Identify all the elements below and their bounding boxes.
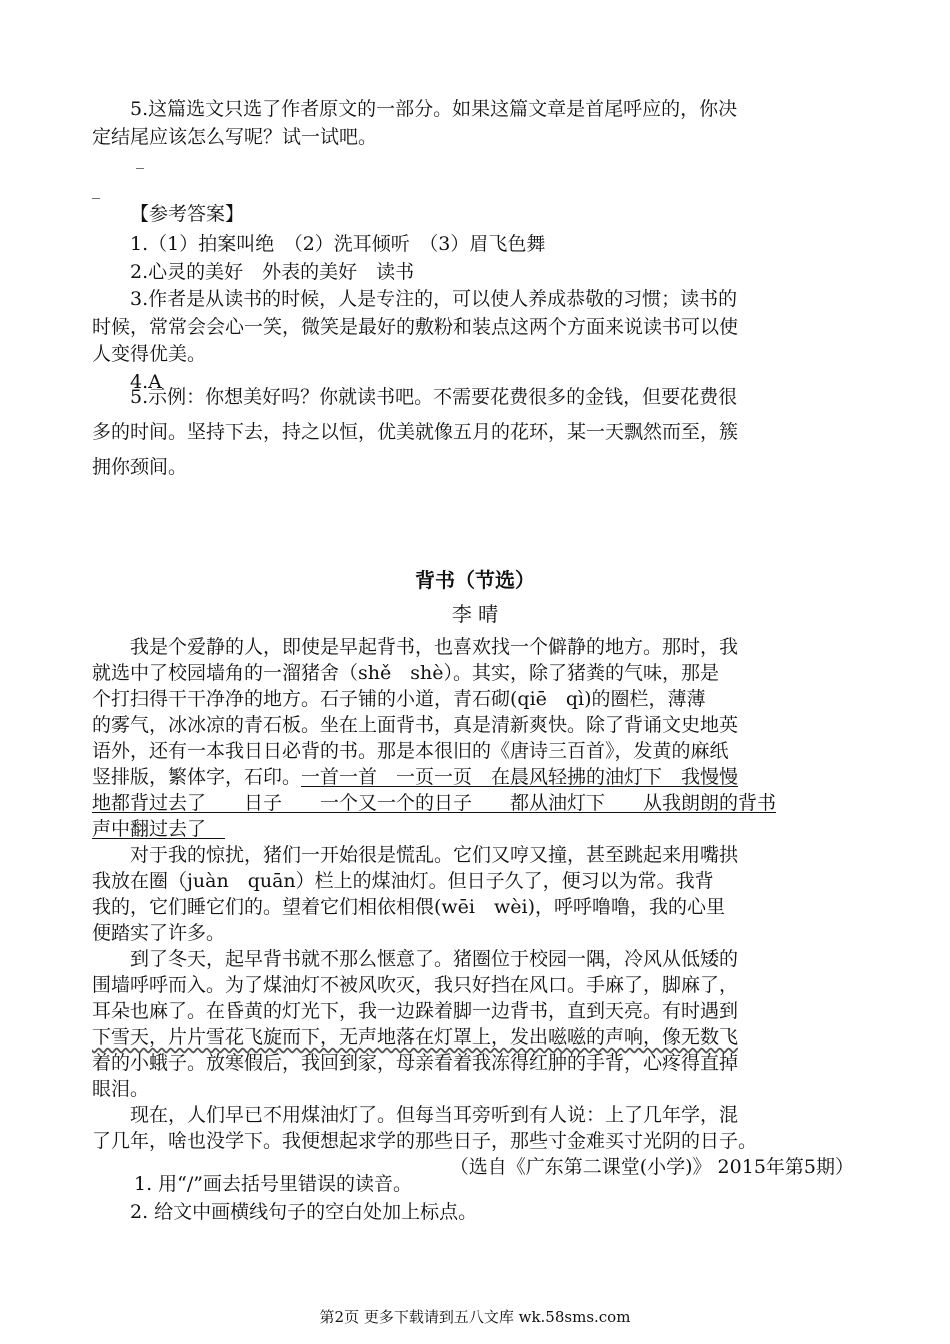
article-paragraph-3 bbox=[92, 946, 862, 1102]
article-source: （选自《广东第二课堂(小学)》 2015年第5期） bbox=[449, 1156, 854, 1178]
answer-5 bbox=[92, 380, 862, 485]
p3-line-2: 围墙呼呼而入。为了煤油灯不被风吹灭，我只好挡在风口。手麻了，脚麻了， bbox=[92, 974, 739, 996]
p1-line-1: 我是个爱静的人，即使是早起背书，也喜欢找一个僻静的地方。那时，我 bbox=[130, 636, 739, 658]
question-2: 2. 给文中画横线句子的空白处加上标点。 bbox=[130, 1201, 478, 1223]
underlined-sentence-part-1: 一首一首 一页一页 在晨风轻拂的油灯下 我慢慢 bbox=[301, 766, 739, 788]
p1-line-5: 语外，还有一本我日日必背的书。那是本很旧的《唐诗三百首》，发黄的麻纸 bbox=[92, 740, 729, 762]
p2-line-2: 我放在圈（juàn quān）栏上的煤油灯。但日子久了，便习以为常。我背 bbox=[92, 870, 714, 892]
answer-5-line-3: 拥你颈间。 bbox=[92, 456, 188, 478]
p3-line-6: 眼泪。 bbox=[92, 1078, 150, 1100]
p3-line-3: 耳朵也麻了。在昏黄的灯光下，我一边跺着脚一边背书，直到天亮。有时遇到 bbox=[92, 1000, 739, 1022]
page-footer: 第2页 更多下载请到五八文库 wk.58sms.com bbox=[319, 1308, 631, 1326]
question-5-line-1: 5.这篇选文只选了作者原文的一部分。如果这篇文章是首尾呼应的，你决 bbox=[130, 98, 738, 120]
p4-line-2: 了几年，啥也没学下。我便想起求学的那些日子，那些寸金难买寸光阴的日子。 bbox=[92, 1130, 758, 1152]
p2-line-1: 对于我的惊扰，猪们一开始很是慌乱。它们又哼又撞，甚至跳起来用嘴拱 bbox=[130, 844, 739, 866]
article-author: 李 晴 bbox=[451, 602, 499, 626]
p1-line-6 bbox=[92, 764, 862, 790]
question-5 bbox=[92, 96, 862, 151]
p3-line-5: 着的小蛾子。放寒假后，我回到家，母亲看着我冻得红肿的手背，心疼得直掉 bbox=[92, 1052, 739, 1074]
p1-line-3: 个打扫得干干净净的地方。石子铺的小道，青石砌(qiē qì)的圈栏，薄薄 bbox=[92, 688, 706, 710]
answer-blank-1: _ bbox=[136, 150, 144, 169]
p3-line-1: 到了冬天，起早背书就不那么惬意了。猪圈位于校园一隅，冷风从低矮的 bbox=[130, 948, 739, 970]
answer-5-line-1: 5.示例：你想美好吗？你就读书吧。不需要花费很多的金钱，但要花费很 bbox=[130, 386, 738, 408]
p2-line-4: 便踏实了许多。 bbox=[92, 922, 226, 944]
answer-5-line-2: 多的时间。坚持下去，持之以恒，优美就像五月的花环，某一天飘然而至，簇 bbox=[92, 421, 739, 443]
answer-3-line-2: 时候，常常会会心一笑，微笑是最好的敷粉和装点这两个方面来说读书可以使 bbox=[92, 315, 739, 338]
p2-line-3: 我的，它们睡它们的。望着它们相依相偎(wēi wèi)，呼呼噜噜，我的心里 bbox=[92, 896, 725, 918]
answer-2: 2.心灵的美好 外表的美好 读书 bbox=[130, 260, 415, 283]
p1-line-4: 的雾气，冰冰凉的青石板。坐在上面背书，真是清新爽快。除了背诵文史地英 bbox=[92, 714, 739, 736]
p1-line-2: 就选中了校园墙角的一溜猪舍（shě shè）。其实，除了猪粪的气味，那是 bbox=[92, 662, 719, 684]
underlined-sentence-part-2: 地都背过去了 日子 一个又一个的日子 都从油灯下 从我朗朗的背书 bbox=[92, 792, 777, 814]
p4-line-1: 现在，人们早已不用煤油灯了。但每当耳旁听到有人说：上了几年学，混 bbox=[130, 1104, 739, 1126]
answer-list bbox=[92, 231, 862, 396]
answer-4: 4.A bbox=[130, 370, 162, 393]
article-paragraph-2 bbox=[92, 842, 862, 946]
question-1: 1. 用“/”画去括号里错误的读音。 bbox=[134, 1173, 412, 1195]
article-paragraph-4 bbox=[92, 1102, 862, 1180]
p3-line-4: 下雪天，片片雪花飞旋而下，无声地落在灯罩上，发出嗞嗞的声响，像无数飞 bbox=[92, 1026, 739, 1048]
article-paragraph-1 bbox=[92, 634, 862, 842]
question-5-line-2: 定结尾应该怎么写呢？试一试吧。 bbox=[92, 125, 378, 148]
answer-1: 1.（1）拍案叫绝 （2）洗耳倾听 （3）眉飞色舞 bbox=[130, 233, 546, 255]
p1-line-6-plain: 竖排版，繁体字，石印。 bbox=[92, 766, 302, 788]
question-list bbox=[92, 1170, 862, 1226]
article-title: 背书（节选） bbox=[415, 568, 535, 592]
answer-3-line-1: 3.作者是从读书的时候，人是专注的，可以使人养成恭敬的习惯；读书的 bbox=[130, 288, 738, 310]
answer-blank-2: _ bbox=[92, 180, 100, 199]
underlined-sentence-part-3: 声中翻过去了 bbox=[92, 818, 226, 840]
answer-header-text: 【参考答案】 bbox=[130, 203, 245, 225]
answer-3-line-3: 人变得优美。 bbox=[92, 343, 207, 365]
answer-header bbox=[92, 201, 862, 229]
